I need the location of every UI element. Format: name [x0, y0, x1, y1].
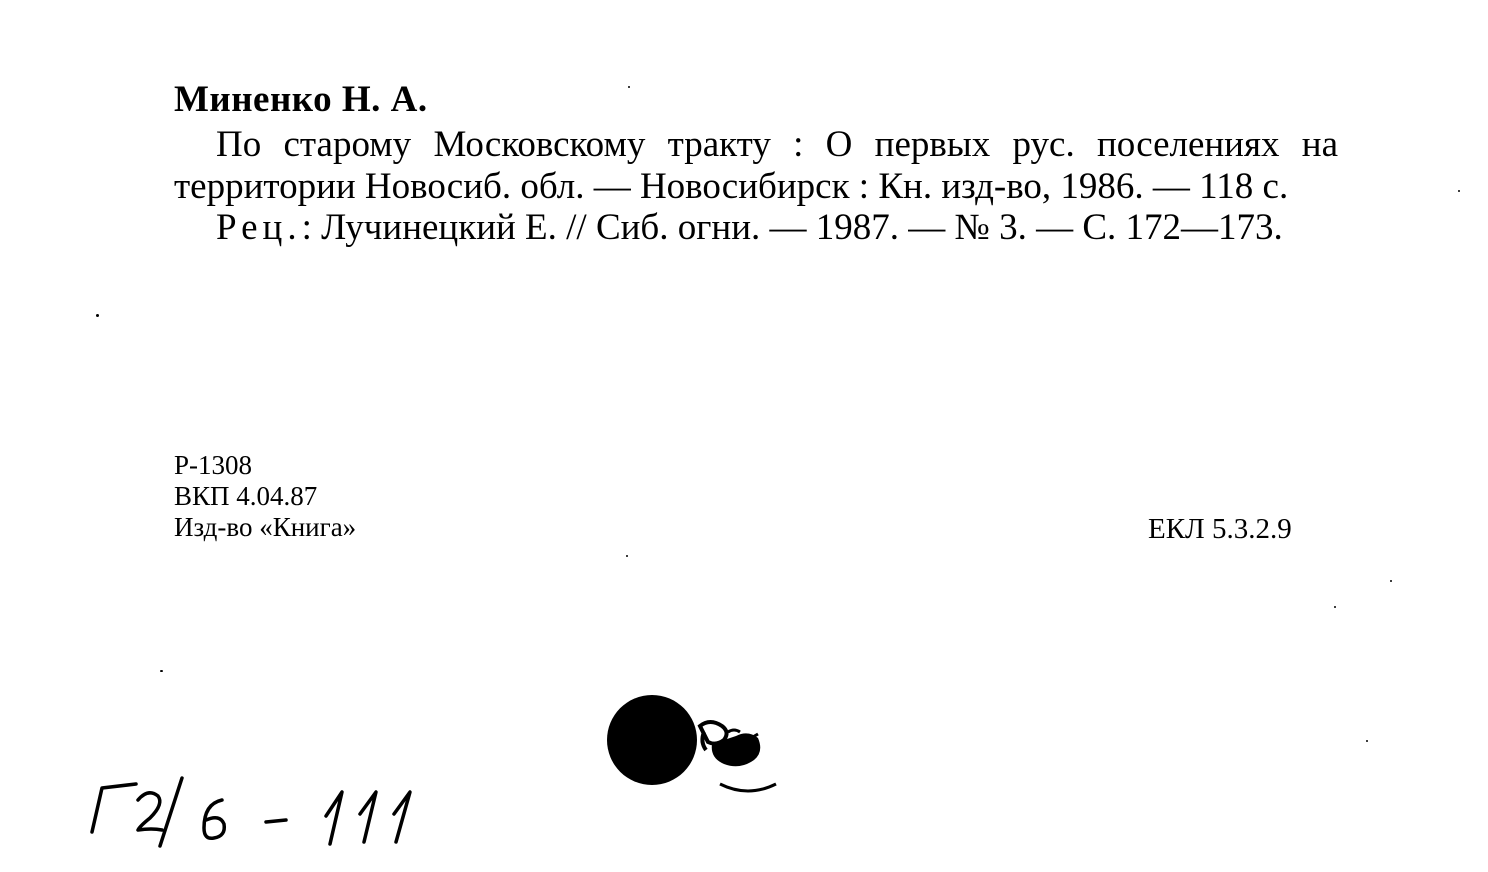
scan-speck — [1390, 580, 1392, 582]
card-author: Миненко Н. А. — [174, 79, 428, 120]
meta-code: Р-1308 — [174, 450, 253, 480]
review-text: : Лучинецкий Е. // Сиб. огни. — 1987. — № 3. — С. 172—173. — [301, 207, 1283, 248]
entry-title-description: По старому Московскому тракту : О первых рус. поселениях на территории Новосиб. обл. — Новосибирск : Кн. изд-во, 1986. — 118 с. — [174, 124, 1338, 207]
review-label: Рец. — [216, 207, 302, 248]
scan-speck — [1334, 606, 1336, 608]
bibliographic-entry — [174, 124, 1338, 249]
card-meta — [174, 450, 356, 543]
scan-speck — [160, 670, 163, 672]
entry-review — [174, 207, 1338, 249]
scan-speck — [1458, 190, 1460, 192]
meta-publisher: Изд-во «Книга» — [174, 512, 357, 542]
meta-vkp: ВКП 4.04.87 — [174, 481, 318, 511]
handwritten-shelfmark — [80, 770, 440, 860]
stamp-blot — [604, 692, 784, 802]
scan-speck — [1366, 740, 1368, 742]
scan-speck — [628, 86, 630, 88]
ekl-code: ЕКЛ 5.3.2.9 — [1148, 513, 1292, 545]
scan-speck — [96, 314, 99, 317]
scan-speck — [626, 555, 628, 557]
